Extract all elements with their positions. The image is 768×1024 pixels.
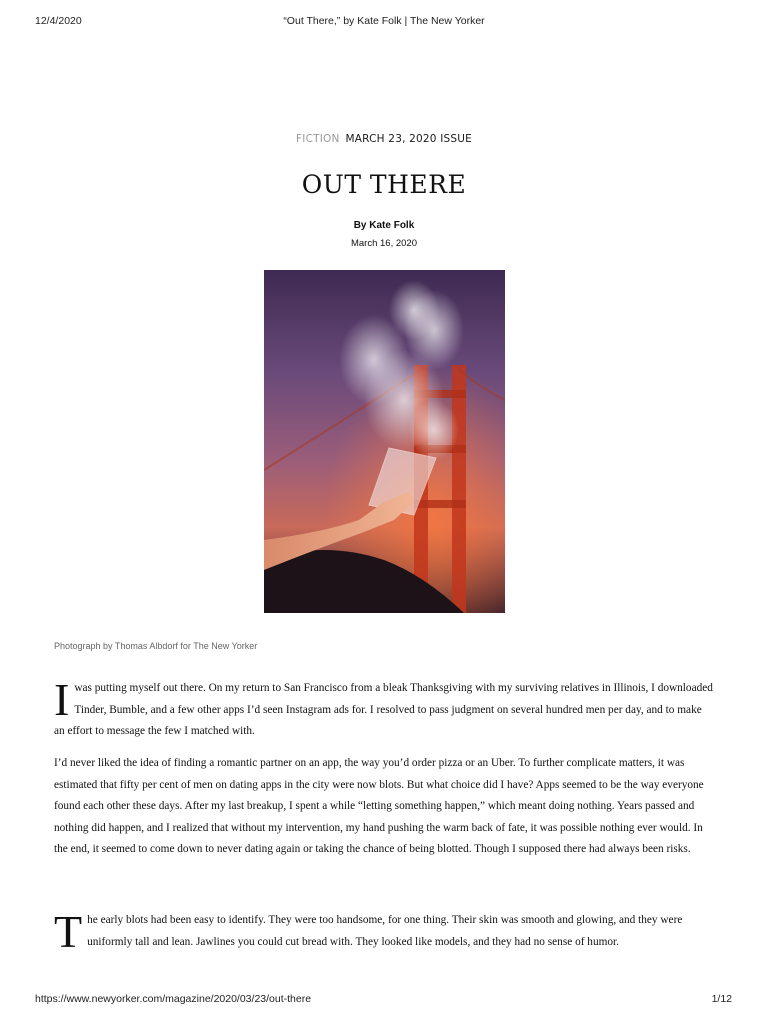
article-paragraph — [54, 674, 714, 743]
paragraph-text: I’d never liked the idea of finding a romantic partner on an app, the way you’d order pizza or an Uber. To further complicate matters, it was estimated that fifty per cent of men on dating apps in the city were now blots. But what choice did I have? Apps seemed to be the way everyone found each other these days. After my last breakup, I spent a while “letting something happen,” which meant doing nothing. Years passed and nothing did happen, and I realized that without my intervention, my hand pushing the warm back of fate, it was possible nothing ever would. In the end, it seemed to come down to never dating again or taking the chance of being blotted. Though I supposed there had always been risks. — [54, 757, 704, 856]
paragraph-text: was putting myself out there. On my return to San Francisco from a bleak Thanksgiving with my surviving relatives in Illinois, I downloaded Tinder, Bumble, and a few other apps I’d seen Instagram ads for. I resolved to pass judgment on several hundred men per day, and to make an effort to message the few I matched with. — [54, 682, 713, 738]
paragraph-text: he early blots had been easy to identify. They were too handsome, for one thing. Their skin was smooth and glowing, and they were uniformly tall and lean. Jawlines you could cut bread with. They looked like models, and they had no sense of humor. — [87, 914, 683, 948]
author-byline[interactable]: By Kate Folk — [353, 220, 415, 231]
drop-cap: I — [54, 674, 70, 725]
drop-cap: T — [54, 906, 83, 957]
article-paragraph — [54, 906, 714, 957]
print-header-date: 12/4/2020 — [35, 15, 82, 27]
article-photo — [264, 270, 505, 613]
print-header-title: “Out There,” by Kate Folk | The New Yorker — [283, 15, 485, 27]
section-link[interactable]: FICTION — [296, 133, 340, 145]
article-rubric — [0, 133, 768, 145]
issue-link[interactable]: MARCH 23, 2020 ISSUE — [345, 133, 472, 145]
print-footer-url: https://www.newyorker.com/magazine/2020/03/23/out-there — [35, 993, 312, 1005]
article-paragraph — [54, 753, 714, 861]
article-title: OUT THERE — [301, 170, 467, 199]
print-footer-page-number: 1/12 — [711, 993, 732, 1005]
photo-credit: Photograph by Thomas Albdorf for The New Yorker — [54, 641, 258, 651]
publish-date: March 16, 2020 — [350, 238, 417, 249]
